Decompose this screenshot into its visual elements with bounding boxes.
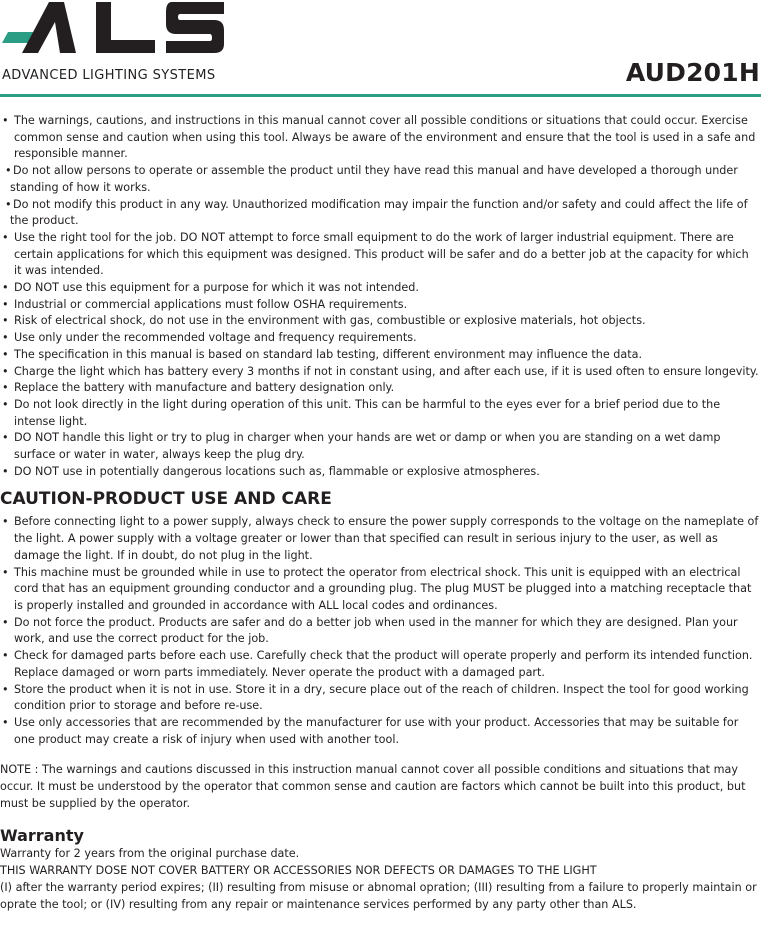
list-item: • Do not allow persons to operate or assemble the product until they have read this manual and have developed a thorough under standing of how it works. — [0, 163, 761, 196]
company-tagline: ADVANCED LIGHTING SYSTEMS — [2, 68, 216, 83]
list-item: • The warnings, cautions, and instructions in this manual cannot cover all possible conditions or situations that could occur. Exercise common sense and caution when using this tool. Always be aware of the environment and ensure that the tool is used in a safe and responsible manner. — [0, 113, 761, 163]
list-item: • This machine must be grounded while in use to protect the operator from electrical shock. This unit is equipped with an electrical cord that has an equipment grounding conductor and a grounding plug. The plug MUST be plugged into a matching receptacle that is properly installed and grounded in accordance with ALL local codes and ordinances. — [0, 565, 761, 615]
caution-heading: CAUTION-PRODUCT USE AND CARE — [0, 489, 332, 510]
warranty-conditions: (I) after the warranty period expires; (II) resulting from misuse or abnomal opration; (III) resulting from a failure to properly maintain or oprate the tool; or (IV) resulting from any repair or maintenance services performed by any party other than ALS. — [0, 880, 757, 911]
logo-letter-l — [96, 2, 155, 53]
als-logo — [0, 0, 230, 60]
list-item: • Industrial or commercial applications must follow OSHA requirements. — [0, 297, 761, 314]
warnings-list — [0, 113, 761, 480]
list-item: • Before connecting light to a power supply, always check to ensure the power supply corresponds to the voltage on the nameplate of the light. A power supply with a voltage greater or lower than that specified can result in serious injury to the user, as well as damage the light. If in doubt, do not plug in the light. — [0, 514, 761, 564]
list-item: • Do not force the product. Products are safer and do a better job when used in the manner for which they are designed. Plan your work, and use the correct product for the job. — [0, 615, 761, 648]
model-number: AUD201H — [625, 58, 760, 87]
list-item: • Replace the battery with manufacture and battery designation only. — [0, 380, 761, 397]
list-item: • Charge the light which has battery every 3 months if not in constant using, and after each use, if it is used often to ensure longevity. — [0, 364, 761, 381]
list-item: • DO NOT use in potentially dangerous locations such as, flammable or explosive atmospheres. — [0, 464, 761, 481]
logo-letter-a — [22, 2, 76, 53]
list-item: • Do not look directly in the light during operation of this unit. This can be harmful to the eyes ever for a brief period due to the intense light. — [0, 397, 761, 430]
list-item: • DO NOT handle this light or try to plug in charger when your hands are wet or damp or when you are standing on a wet damp surface or water in water, always keep the plug dry. — [0, 430, 761, 463]
header — [0, 0, 761, 98]
list-item: • Do not modify this product in any way. Unauthorized modification may impair the function and/or safety and could affect the life of the product. — [0, 197, 761, 230]
warranty-exclusion: THIS WARRANTY DOSE NOT COVER BATTERY OR ACCESSORIES NOR DEFECTS OR DAMAGES TO THE LIGHT — [0, 864, 597, 878]
list-item: • The specification in this manual is based on standard lab testing, different environment may influence the data. — [0, 347, 761, 364]
list-item: • Use only accessories that are recommended by the manufacturer for use with your product. Accessories that may be suitable for one product may create a risk of injury when used with another tool. — [0, 715, 761, 748]
manual-content — [0, 113, 761, 913]
list-item: • Use the right tool for the job. DO NOT attempt to force small equipment to do the work of larger industrial equipment. There are certain applications for which this equipment was designed. This product will be safer and do a better job at the capacity for which it was intended. — [0, 230, 761, 280]
list-item: • DO NOT use this equipment for a purpose for which it was not intended. — [0, 280, 761, 297]
list-item: • Check for damaged parts before each use. Carefully check that the product will operate properly and perform its intended function. Replace damaged or worn parts immediately. Never operate the product with a damaged part. — [0, 648, 761, 681]
list-item: • Store the product when it is not in use. Store it in a dry, secure place out of the reach of children. Inspect the tool for good working condition prior to storage and before re-use. — [0, 682, 761, 715]
header-divider — [0, 94, 761, 97]
note-paragraph: NOTE : The warnings and cautions discussed in this instruction manual cannot cover all possible conditions and situations that may occur. It must be understood by the operator that common sense and caution are factors which cannot be built into this product, but must be supplied by the operator. — [0, 763, 746, 810]
list-item: • Use only under the recommended voltage and frequency requirements. — [0, 330, 761, 347]
warranty-period: Warranty for 2 years from the original purchase date. — [0, 847, 300, 861]
logo-letter-s — [166, 2, 224, 53]
caution-list — [0, 514, 761, 748]
warranty-heading: Warranty — [0, 826, 84, 846]
list-item: • Risk of electrical shock, do not use in the environment with gas, combustible or explosive materials, hot objects. — [0, 313, 761, 330]
